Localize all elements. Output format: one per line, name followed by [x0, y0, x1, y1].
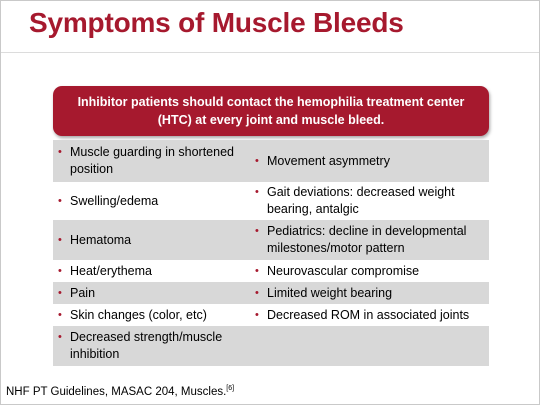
table-cell [53, 144, 250, 178]
bullet-icon: • [58, 331, 62, 343]
bullet-icon: • [58, 264, 62, 277]
table-cell [53, 263, 250, 280]
table-row [53, 304, 489, 326]
cell-text: Movement asymmetry [267, 153, 390, 168]
callout-banner: Inhibitor patients should contact the hemophilia treatment center (HTC) at every joint and muscle bleed. [53, 86, 489, 136]
table-cell [53, 232, 250, 249]
bullet-icon: • [255, 264, 259, 277]
bullet-icon: • [58, 146, 62, 158]
cell-text: Muscle guarding in shortened position [70, 145, 234, 176]
cell-text: Heat/erythema [70, 263, 152, 278]
bullet-icon: • [255, 225, 259, 237]
cell-text: Limited weight bearing [267, 285, 393, 300]
table-cell [250, 285, 489, 302]
cell-text: Swelling/edema [70, 193, 159, 208]
cell-text: Pediatrics: decline in developmental milestones/motor pattern [267, 224, 467, 255]
table-row [53, 326, 489, 366]
table-row [53, 260, 489, 282]
cell-text: Gait deviations: decreased weight bearing, antalgic [267, 185, 455, 216]
table-cell [53, 307, 250, 324]
slide-title: Symptoms of Muscle Bleeds [29, 7, 404, 38]
bullet-icon: • [255, 186, 259, 198]
table-cell [250, 184, 489, 218]
footnote-reference: [6] [226, 385, 235, 393]
table-row [53, 140, 489, 182]
table-cell [53, 193, 250, 210]
title-divider [1, 52, 539, 53]
table-cell [250, 223, 489, 257]
bullet-icon: • [255, 286, 259, 299]
table-cell [53, 329, 250, 363]
cell-text: Pain [70, 285, 96, 300]
table-cell [53, 285, 250, 302]
cell-text: Hematoma [70, 232, 132, 247]
bullet-icon: • [255, 154, 259, 167]
cell-text: Skin changes (color, etc) [70, 307, 207, 322]
symptoms-table [53, 140, 489, 366]
cell-text: Neurovascular compromise [267, 263, 420, 278]
bullet-icon: • [58, 308, 62, 321]
table-row [53, 282, 489, 304]
bullet-icon: • [58, 233, 62, 246]
table-row [53, 182, 489, 220]
source-footnote [6, 386, 234, 398]
table-cell [250, 153, 489, 170]
cell-text: Decreased strength/muscle inhibition [70, 330, 223, 361]
bullet-icon: • [255, 308, 259, 321]
table-cell [250, 307, 489, 324]
footnote-text: NHF PT Guidelines, MASAC 204, Muscles. [6, 386, 227, 398]
cell-text: Decreased ROM in associated joints [267, 307, 470, 322]
table-cell [250, 263, 489, 280]
bullet-icon: • [58, 286, 62, 299]
bullet-icon: • [58, 194, 62, 207]
table-row [53, 220, 489, 260]
